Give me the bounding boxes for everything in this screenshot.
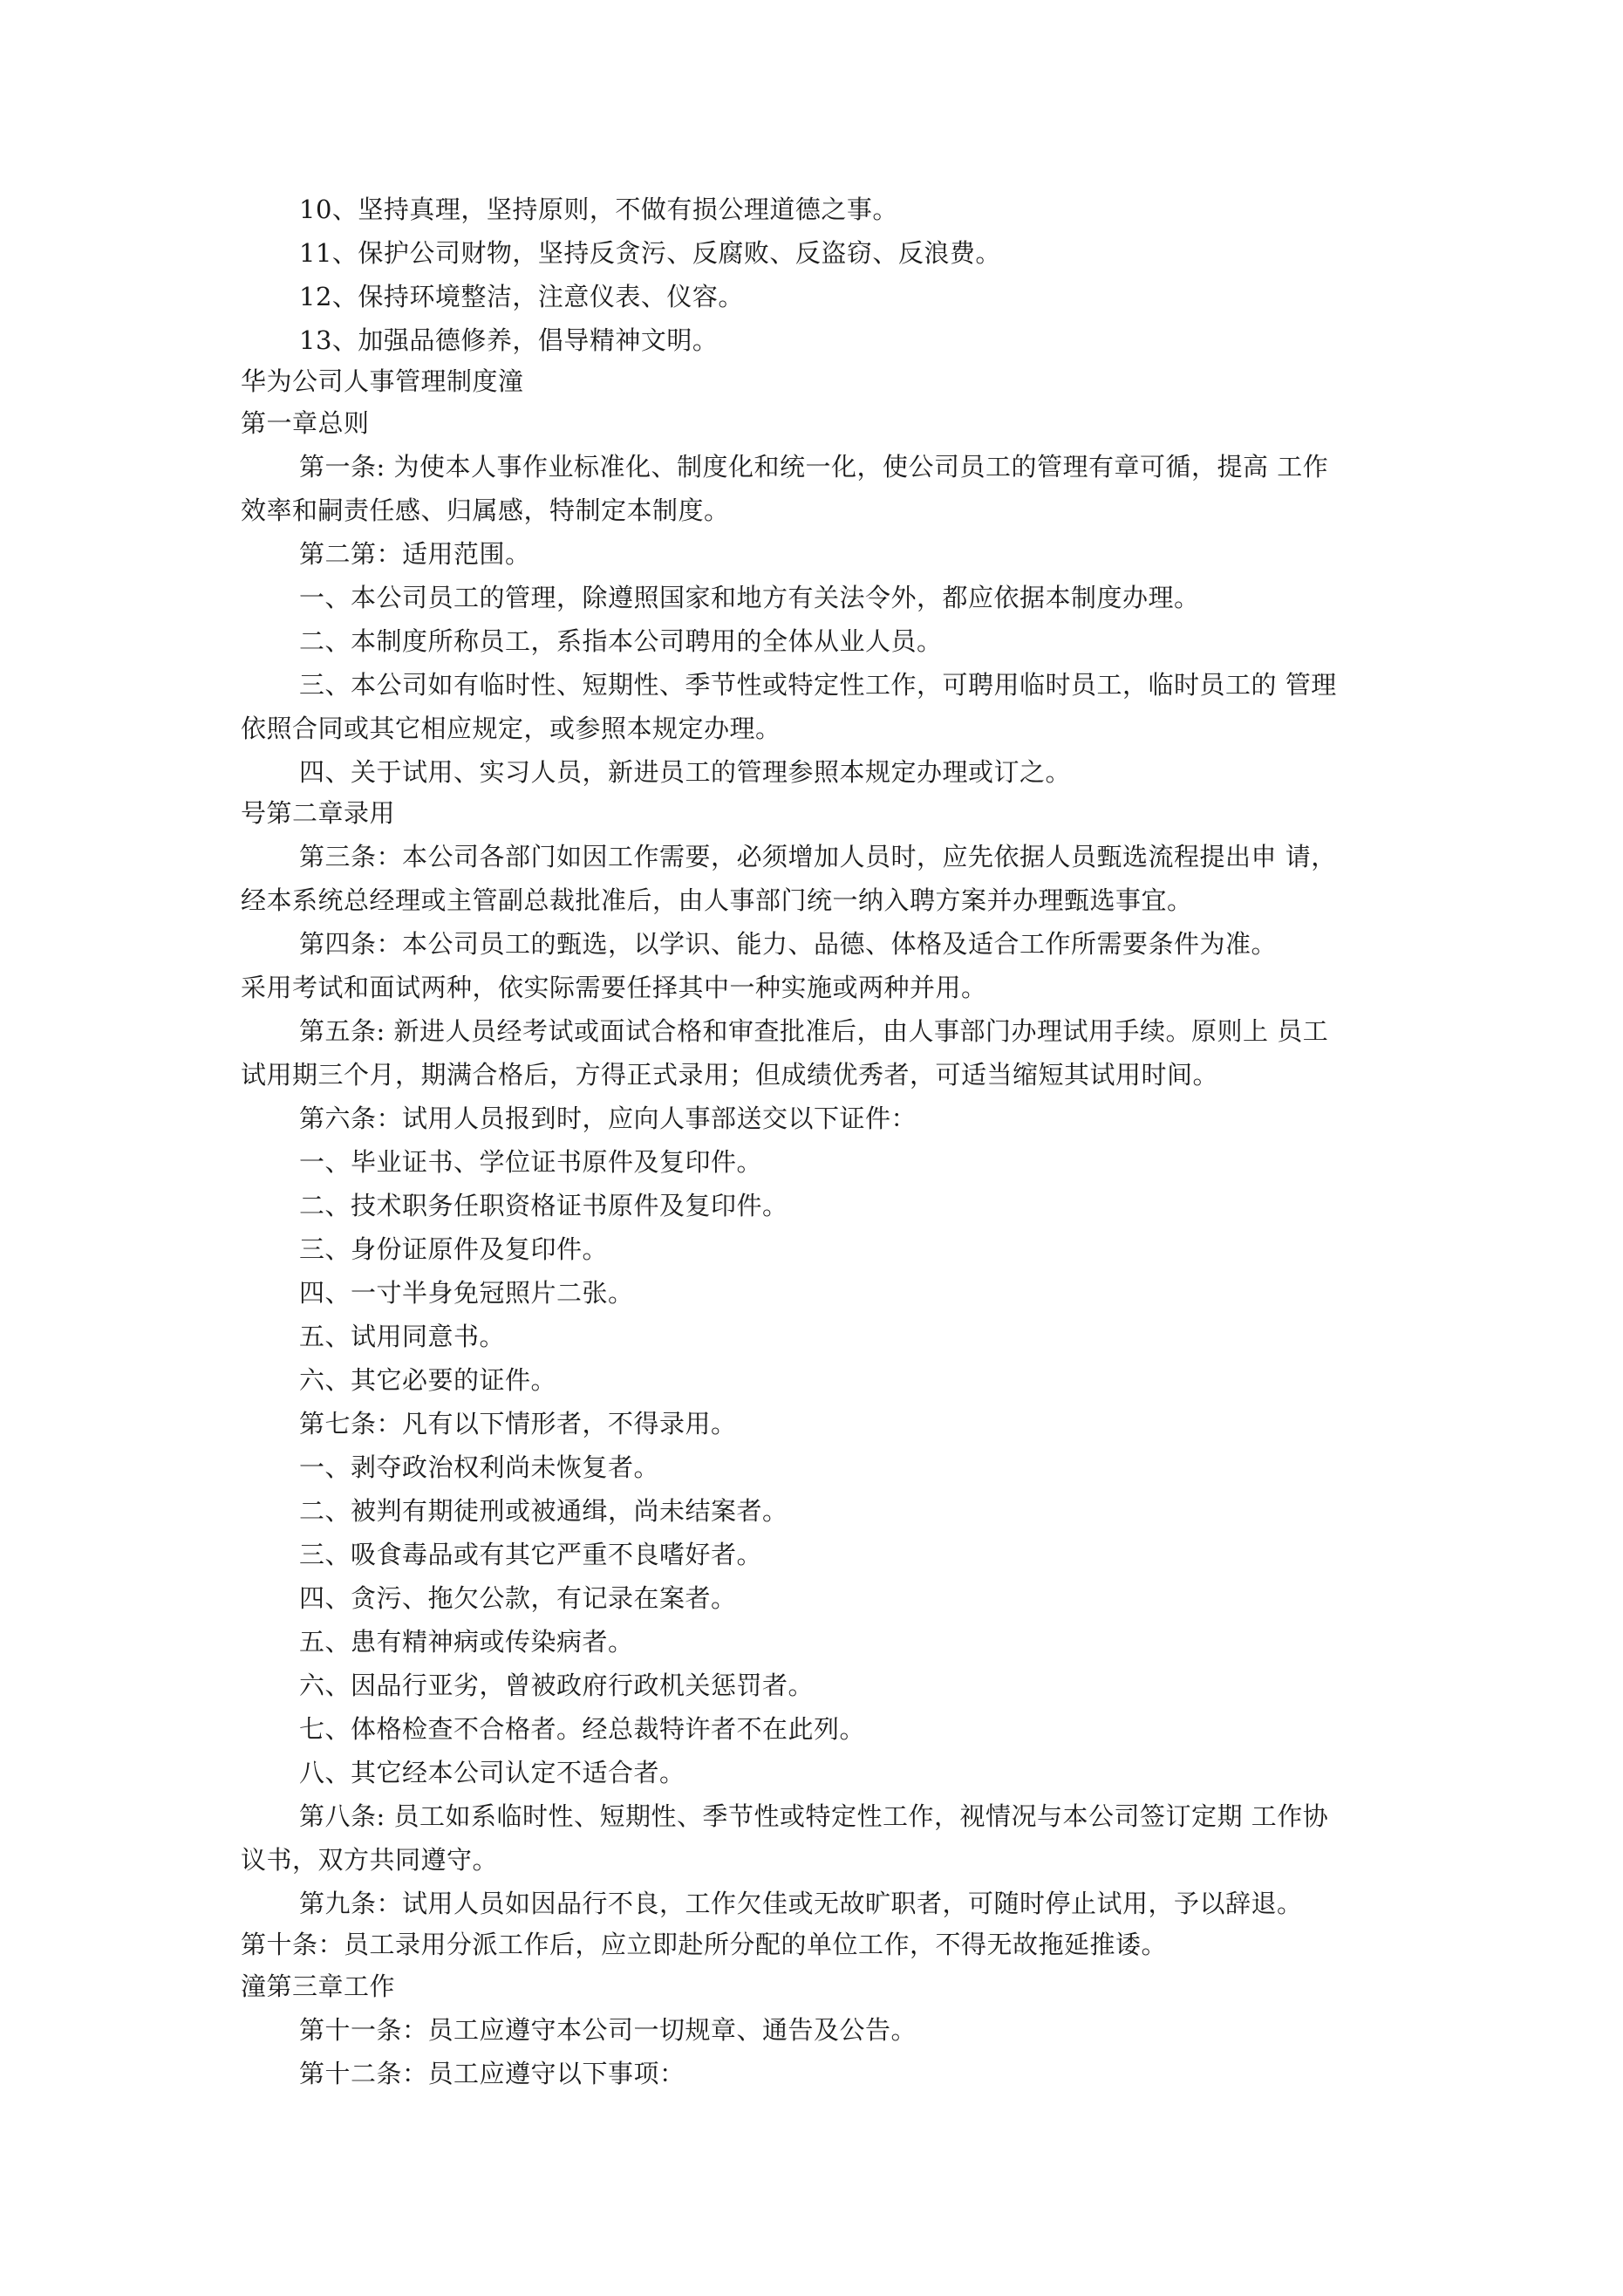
- text-line: 第十条：员工录用分派工作后，应立即赴所分配的单位工作，不得无故拖延推诿。: [241, 1930, 1168, 1959]
- text-line: 效率和嗣责任感、归属感，特制定本制度。: [241, 495, 730, 525]
- chapter-heading: 第一章总则: [241, 408, 370, 438]
- text-line: 一、剥夺政治权利尚未恢复者。: [299, 1452, 660, 1482]
- text-line: 第四条：本公司员工的甄选，以学识、能力、品德、体格及适合工作所需要条件为准。: [299, 929, 1278, 959]
- text-line: 七、体格检查不合格者。经总裁特许者不在此列。: [299, 1714, 866, 1744]
- chapter-heading: 潼第三章工作: [241, 1971, 396, 2001]
- text-line: 五、患有精神病或传染病者。: [299, 1627, 634, 1657]
- text-line: 四、关于试用、实习人员，新进员工的管理参照本规定办理或订之。: [299, 757, 1072, 787]
- text-line: 第二第：适用范围。: [299, 539, 531, 569]
- text-line: 二、被判有期徒刑或被通缉，尚未结案者。: [299, 1496, 788, 1526]
- text-line: 三、吸食毒品或有其它严重不良嗜好者。: [299, 1540, 763, 1569]
- text-line: 第十二条：员工应遵守以下事项：: [299, 2059, 685, 2088]
- text-line: 依照合同或其它相应规定，或参照本规定办理。: [241, 714, 781, 743]
- text-line: 四、一寸半身免冠照片二张。: [299, 1278, 634, 1308]
- text-line: 一、毕业证书、学位证书原件及复印件。: [299, 1147, 763, 1177]
- text-line: 六、其它必要的证件。: [299, 1365, 557, 1395]
- text-line: 试用期三个月，期满合格后，方得正式录用；但成绩优秀者，可适当缩短其试用时间。: [241, 1060, 1219, 1090]
- chapter-heading: 号第二章录用: [241, 798, 396, 828]
- text-line: 13、加强品德修养，倡导精神文明。: [299, 325, 719, 355]
- document-title: 华为公司人事管理制度潼: [241, 366, 524, 396]
- text-line: 第八条: 员工如系临时性、短期性、季节性或特定性工作，视情况与本公司签订定期 工作协: [299, 1801, 1329, 1831]
- text-line: 四、贪污、拖欠公款，有记录在案者。: [299, 1583, 737, 1613]
- text-line: 第一条: 为使本人事作业标准化、制度化和统一化，使公司员工的管理有章可循，提高 工作: [299, 452, 1329, 482]
- text-line: 二、本制度所称员工，系指本公司聘用的全体从业人员。: [299, 626, 943, 656]
- text-line: 五、试用同意书。: [299, 1322, 506, 1351]
- text-line: 第十一条：员工应遵守本公司一切规章、通告及公告。: [299, 2015, 917, 2045]
- text-line: 八、其它经本公司认定不适合者。: [299, 1758, 685, 1787]
- text-line: 采用考试和面试两种，依实际需要任择其中一种实施或两种并用。: [241, 973, 987, 1002]
- text-line: 第九条：试用人员如因品行不良，工作欠佳或无故旷职者，可随时停止试用，予以辞退。: [299, 1889, 1303, 1918]
- text-line: 12、保持环境整洁，注意仪表、仪容。: [299, 282, 744, 311]
- text-line: 六、因品行亚劣，曾被政府行政机关惩罚者。: [299, 1671, 815, 1700]
- text-line: 11、保护公司财物，坚持反贪污、反腐败、反盗窃、反浪费。: [299, 238, 1001, 268]
- text-line: 三、本公司如有临时性、短期性、季节性或特定性工作，可聘用临时员工，临时员工的 管理: [299, 670, 1337, 700]
- text-line: 10、坚持真理，坚持原则，不做有损公理道德之事。: [299, 195, 898, 224]
- text-line: 第六条：试用人员报到时，应向人事部送交以下证件：: [299, 1104, 917, 1133]
- text-line: 经本系统总经理或主管副总裁批准后，由人事部门统一纳入聘方案并办理甄选事宜。: [241, 885, 1193, 915]
- text-line: 二、技术职务任职资格证书原件及复印件。: [299, 1191, 788, 1220]
- text-line: 议书，双方共同遵守。: [241, 1845, 499, 1875]
- text-line: 三、身份证原件及复印件。: [299, 1234, 609, 1264]
- text-line: 第三条：本公司各部门如因工作需要，必须增加人员时，应先依据人员甄选流程提出申 请，: [299, 842, 1337, 871]
- text-line: 第五条: 新进人员经考试或面试合格和审查批准后，由人事部门办理试用手续。原则上 员工: [299, 1016, 1329, 1046]
- text-line: 一、本公司员工的管理，除遵照国家和地方有关法令外，都应依据本制度办理。: [299, 583, 1200, 612]
- text-line: 第七条：凡有以下情形者，不得录用。: [299, 1409, 737, 1438]
